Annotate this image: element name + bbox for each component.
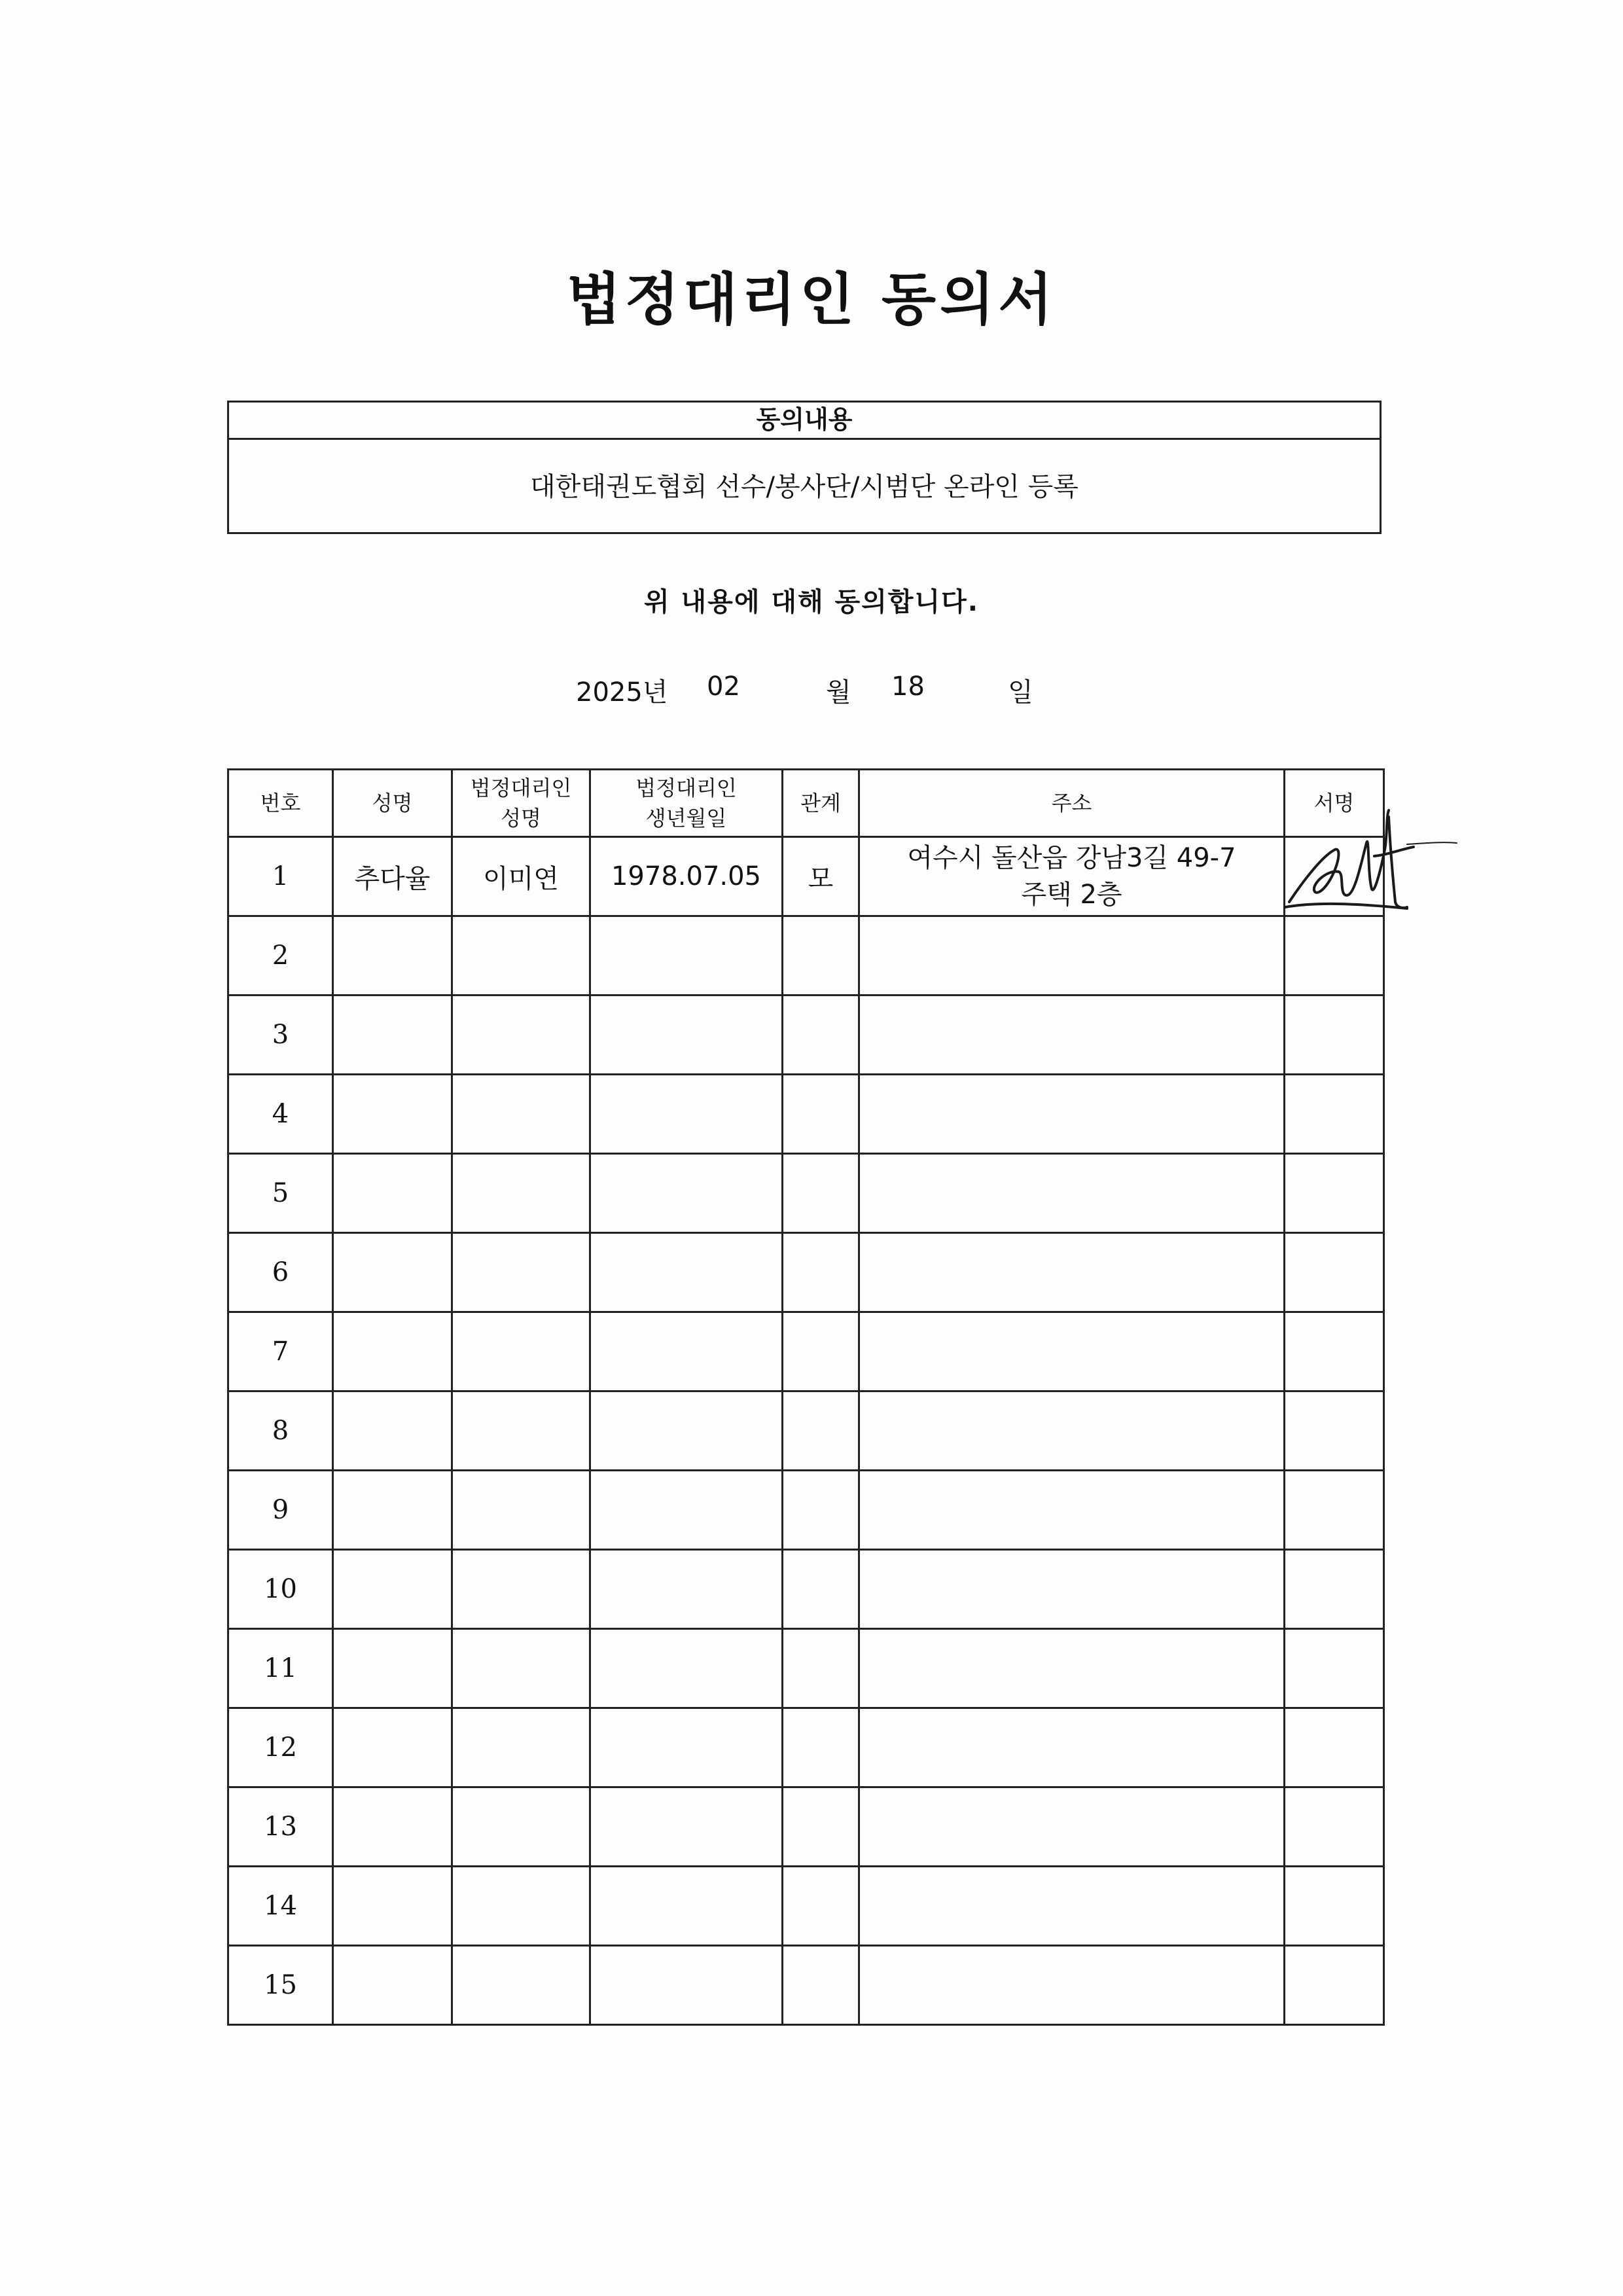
row-guardian-birth bbox=[590, 996, 783, 1075]
row-guardian-name bbox=[452, 1471, 590, 1550]
header-guardian-name-line2: 성명 bbox=[501, 806, 541, 831]
row-relation bbox=[783, 996, 859, 1075]
row-guardian-name bbox=[452, 1154, 590, 1233]
header-guardian-name-line1: 법정대리인 bbox=[470, 776, 572, 800]
date-day-value: 18 bbox=[891, 672, 925, 702]
row-guardian-name bbox=[452, 1233, 590, 1312]
row-name bbox=[333, 916, 452, 996]
row-signature-cell bbox=[1285, 1787, 1384, 1867]
table-row bbox=[228, 1471, 1384, 1550]
header-guardian-name bbox=[452, 770, 590, 837]
row-address bbox=[859, 1471, 1285, 1550]
row-name bbox=[333, 1787, 452, 1867]
table-row bbox=[228, 916, 1384, 996]
consent-box bbox=[227, 401, 1382, 534]
row-relation bbox=[783, 1946, 859, 2025]
row-address bbox=[859, 837, 1285, 916]
table-row bbox=[228, 1708, 1384, 1787]
row-name: 추다율 bbox=[333, 837, 452, 916]
row-guardian-birth bbox=[590, 1471, 783, 1550]
row-guardian-birth bbox=[590, 916, 783, 996]
row-guardian-birth bbox=[590, 1550, 783, 1629]
row-address bbox=[859, 1867, 1285, 1946]
row-address bbox=[859, 916, 1285, 996]
row-number: 2 bbox=[228, 916, 333, 996]
header-guardian-birth bbox=[590, 770, 783, 837]
guardian-table bbox=[227, 768, 1385, 2026]
row-signature-cell bbox=[1285, 1629, 1384, 1708]
row-guardian-birth bbox=[590, 1708, 783, 1787]
row-guardian-birth bbox=[590, 1154, 783, 1233]
header-address: 주소 bbox=[859, 770, 1285, 837]
row-guardian-name bbox=[452, 1787, 590, 1867]
row-guardian-birth bbox=[590, 1391, 783, 1471]
row-relation bbox=[783, 1154, 859, 1233]
row-signature-cell bbox=[1285, 1391, 1384, 1471]
row-relation bbox=[783, 1471, 859, 1550]
row-address bbox=[859, 1708, 1285, 1787]
row-guardian-name bbox=[452, 996, 590, 1075]
table-row bbox=[228, 1075, 1384, 1154]
row-name bbox=[333, 1154, 452, 1233]
row-number: 10 bbox=[228, 1550, 333, 1629]
row-number: 7 bbox=[228, 1312, 333, 1391]
row-number: 5 bbox=[228, 1154, 333, 1233]
table-row bbox=[228, 837, 1384, 916]
row-guardian-name bbox=[452, 1312, 590, 1391]
row-number: 13 bbox=[228, 1787, 333, 1867]
header-signature: 서명 bbox=[1285, 770, 1384, 837]
row-guardian-name: 이미연 bbox=[452, 837, 590, 916]
row-guardian-name bbox=[452, 1550, 590, 1629]
date-month-label: 월 bbox=[826, 677, 851, 708]
row-relation bbox=[783, 1312, 859, 1391]
document-title: 법정대리인 동의서 bbox=[566, 266, 1057, 332]
header-relation: 관계 bbox=[783, 770, 859, 837]
handwritten-signature bbox=[1276, 804, 1459, 922]
row-address bbox=[859, 1550, 1285, 1629]
consent-header: 동의내용 bbox=[229, 403, 1380, 440]
row-address bbox=[859, 1946, 1285, 2025]
row-number: 3 bbox=[228, 996, 333, 1075]
row-guardian-name bbox=[452, 1946, 590, 2025]
row-relation bbox=[783, 1233, 859, 1312]
row-signature-cell bbox=[1285, 1471, 1384, 1550]
row-guardian-birth bbox=[590, 1312, 783, 1391]
row-number: 14 bbox=[228, 1867, 333, 1946]
table-row bbox=[228, 996, 1384, 1075]
row-number: 9 bbox=[228, 1471, 333, 1550]
row-number: 6 bbox=[228, 1233, 333, 1312]
table-header-row bbox=[228, 770, 1384, 837]
date-year: 2025년 bbox=[576, 677, 668, 708]
date-month-value: 02 bbox=[707, 672, 740, 702]
row-number: 15 bbox=[228, 1946, 333, 2025]
row-guardian-name bbox=[452, 1629, 590, 1708]
table-row bbox=[228, 1550, 1384, 1629]
header-guardian-birth-line2: 생년월일 bbox=[645, 806, 727, 831]
row-signature-cell bbox=[1285, 1946, 1384, 2025]
row-signature-cell bbox=[1285, 1867, 1384, 1946]
row-guardian-birth bbox=[590, 1629, 783, 1708]
header-number: 번호 bbox=[228, 770, 333, 837]
row-guardian-birth: 1978.07.05 bbox=[590, 837, 783, 916]
row-guardian-name bbox=[452, 1867, 590, 1946]
row-signature-cell bbox=[1285, 916, 1384, 996]
row-relation bbox=[783, 1787, 859, 1867]
row-signature-cell bbox=[1285, 1312, 1384, 1391]
row-name bbox=[333, 1550, 452, 1629]
table-row bbox=[228, 1629, 1384, 1708]
row-signature-cell bbox=[1285, 1233, 1384, 1312]
row-guardian-name bbox=[452, 1708, 590, 1787]
row-relation bbox=[783, 1391, 859, 1471]
row-name bbox=[333, 1946, 452, 2025]
row-number: 4 bbox=[228, 1075, 333, 1154]
table-row bbox=[228, 1391, 1384, 1471]
row-number: 8 bbox=[228, 1391, 333, 1471]
row-number: 1 bbox=[228, 837, 333, 916]
row-address bbox=[859, 1787, 1285, 1867]
row-signature-cell bbox=[1285, 1708, 1384, 1787]
row-address-line1: 여수시 돌산읍 강남3길 49-7 bbox=[907, 843, 1236, 873]
row-relation bbox=[783, 916, 859, 996]
row-address bbox=[859, 1391, 1285, 1471]
table-row bbox=[228, 1787, 1384, 1867]
row-address bbox=[859, 1233, 1285, 1312]
row-address-line2: 주택 2층 bbox=[1021, 880, 1122, 910]
row-name bbox=[333, 1312, 452, 1391]
row-relation bbox=[783, 1075, 859, 1154]
row-number: 12 bbox=[228, 1708, 333, 1787]
row-address bbox=[859, 1154, 1285, 1233]
row-guardian-name bbox=[452, 1391, 590, 1471]
table-row bbox=[228, 1867, 1384, 1946]
table-row bbox=[228, 1233, 1384, 1312]
row-guardian-birth bbox=[590, 1867, 783, 1946]
row-name bbox=[333, 1867, 452, 1946]
table-row bbox=[228, 1154, 1384, 1233]
row-guardian-birth bbox=[590, 1233, 783, 1312]
row-guardian-birth bbox=[590, 1075, 783, 1154]
row-address bbox=[859, 996, 1285, 1075]
row-signature-cell bbox=[1285, 1075, 1384, 1154]
row-address bbox=[859, 1312, 1285, 1391]
row-guardian-name bbox=[452, 1075, 590, 1154]
row-signature-cell bbox=[1285, 1550, 1384, 1629]
row-name bbox=[333, 1391, 452, 1471]
row-address bbox=[859, 1075, 1285, 1154]
row-address bbox=[859, 1629, 1285, 1708]
row-number: 11 bbox=[228, 1629, 333, 1708]
row-relation: 모 bbox=[783, 837, 859, 916]
header-guardian-birth-line1: 법정대리인 bbox=[635, 776, 737, 800]
row-relation bbox=[783, 1867, 859, 1946]
header-name: 성명 bbox=[333, 770, 452, 837]
row-relation bbox=[783, 1550, 859, 1629]
row-relation bbox=[783, 1708, 859, 1787]
row-name bbox=[333, 1629, 452, 1708]
row-guardian-name bbox=[452, 916, 590, 996]
row-guardian-birth bbox=[590, 1946, 783, 2025]
row-name bbox=[333, 1708, 452, 1787]
row-name bbox=[333, 1471, 452, 1550]
row-relation bbox=[783, 1629, 859, 1708]
consent-content: 대한태권도협회 선수/봉사단/시범단 온라인 등록 bbox=[530, 472, 1079, 502]
date-day-label: 일 bbox=[1008, 677, 1033, 708]
row-signature-cell bbox=[1285, 996, 1384, 1075]
row-name bbox=[333, 1075, 452, 1154]
row-signature-cell bbox=[1285, 1154, 1384, 1233]
table-row bbox=[228, 1312, 1384, 1391]
agreement-statement: 위 내용에 대해 동의합니다. bbox=[643, 587, 979, 617]
row-name bbox=[333, 996, 452, 1075]
row-name bbox=[333, 1233, 452, 1312]
table-row bbox=[228, 1946, 1384, 2025]
row-guardian-birth bbox=[590, 1787, 783, 1867]
